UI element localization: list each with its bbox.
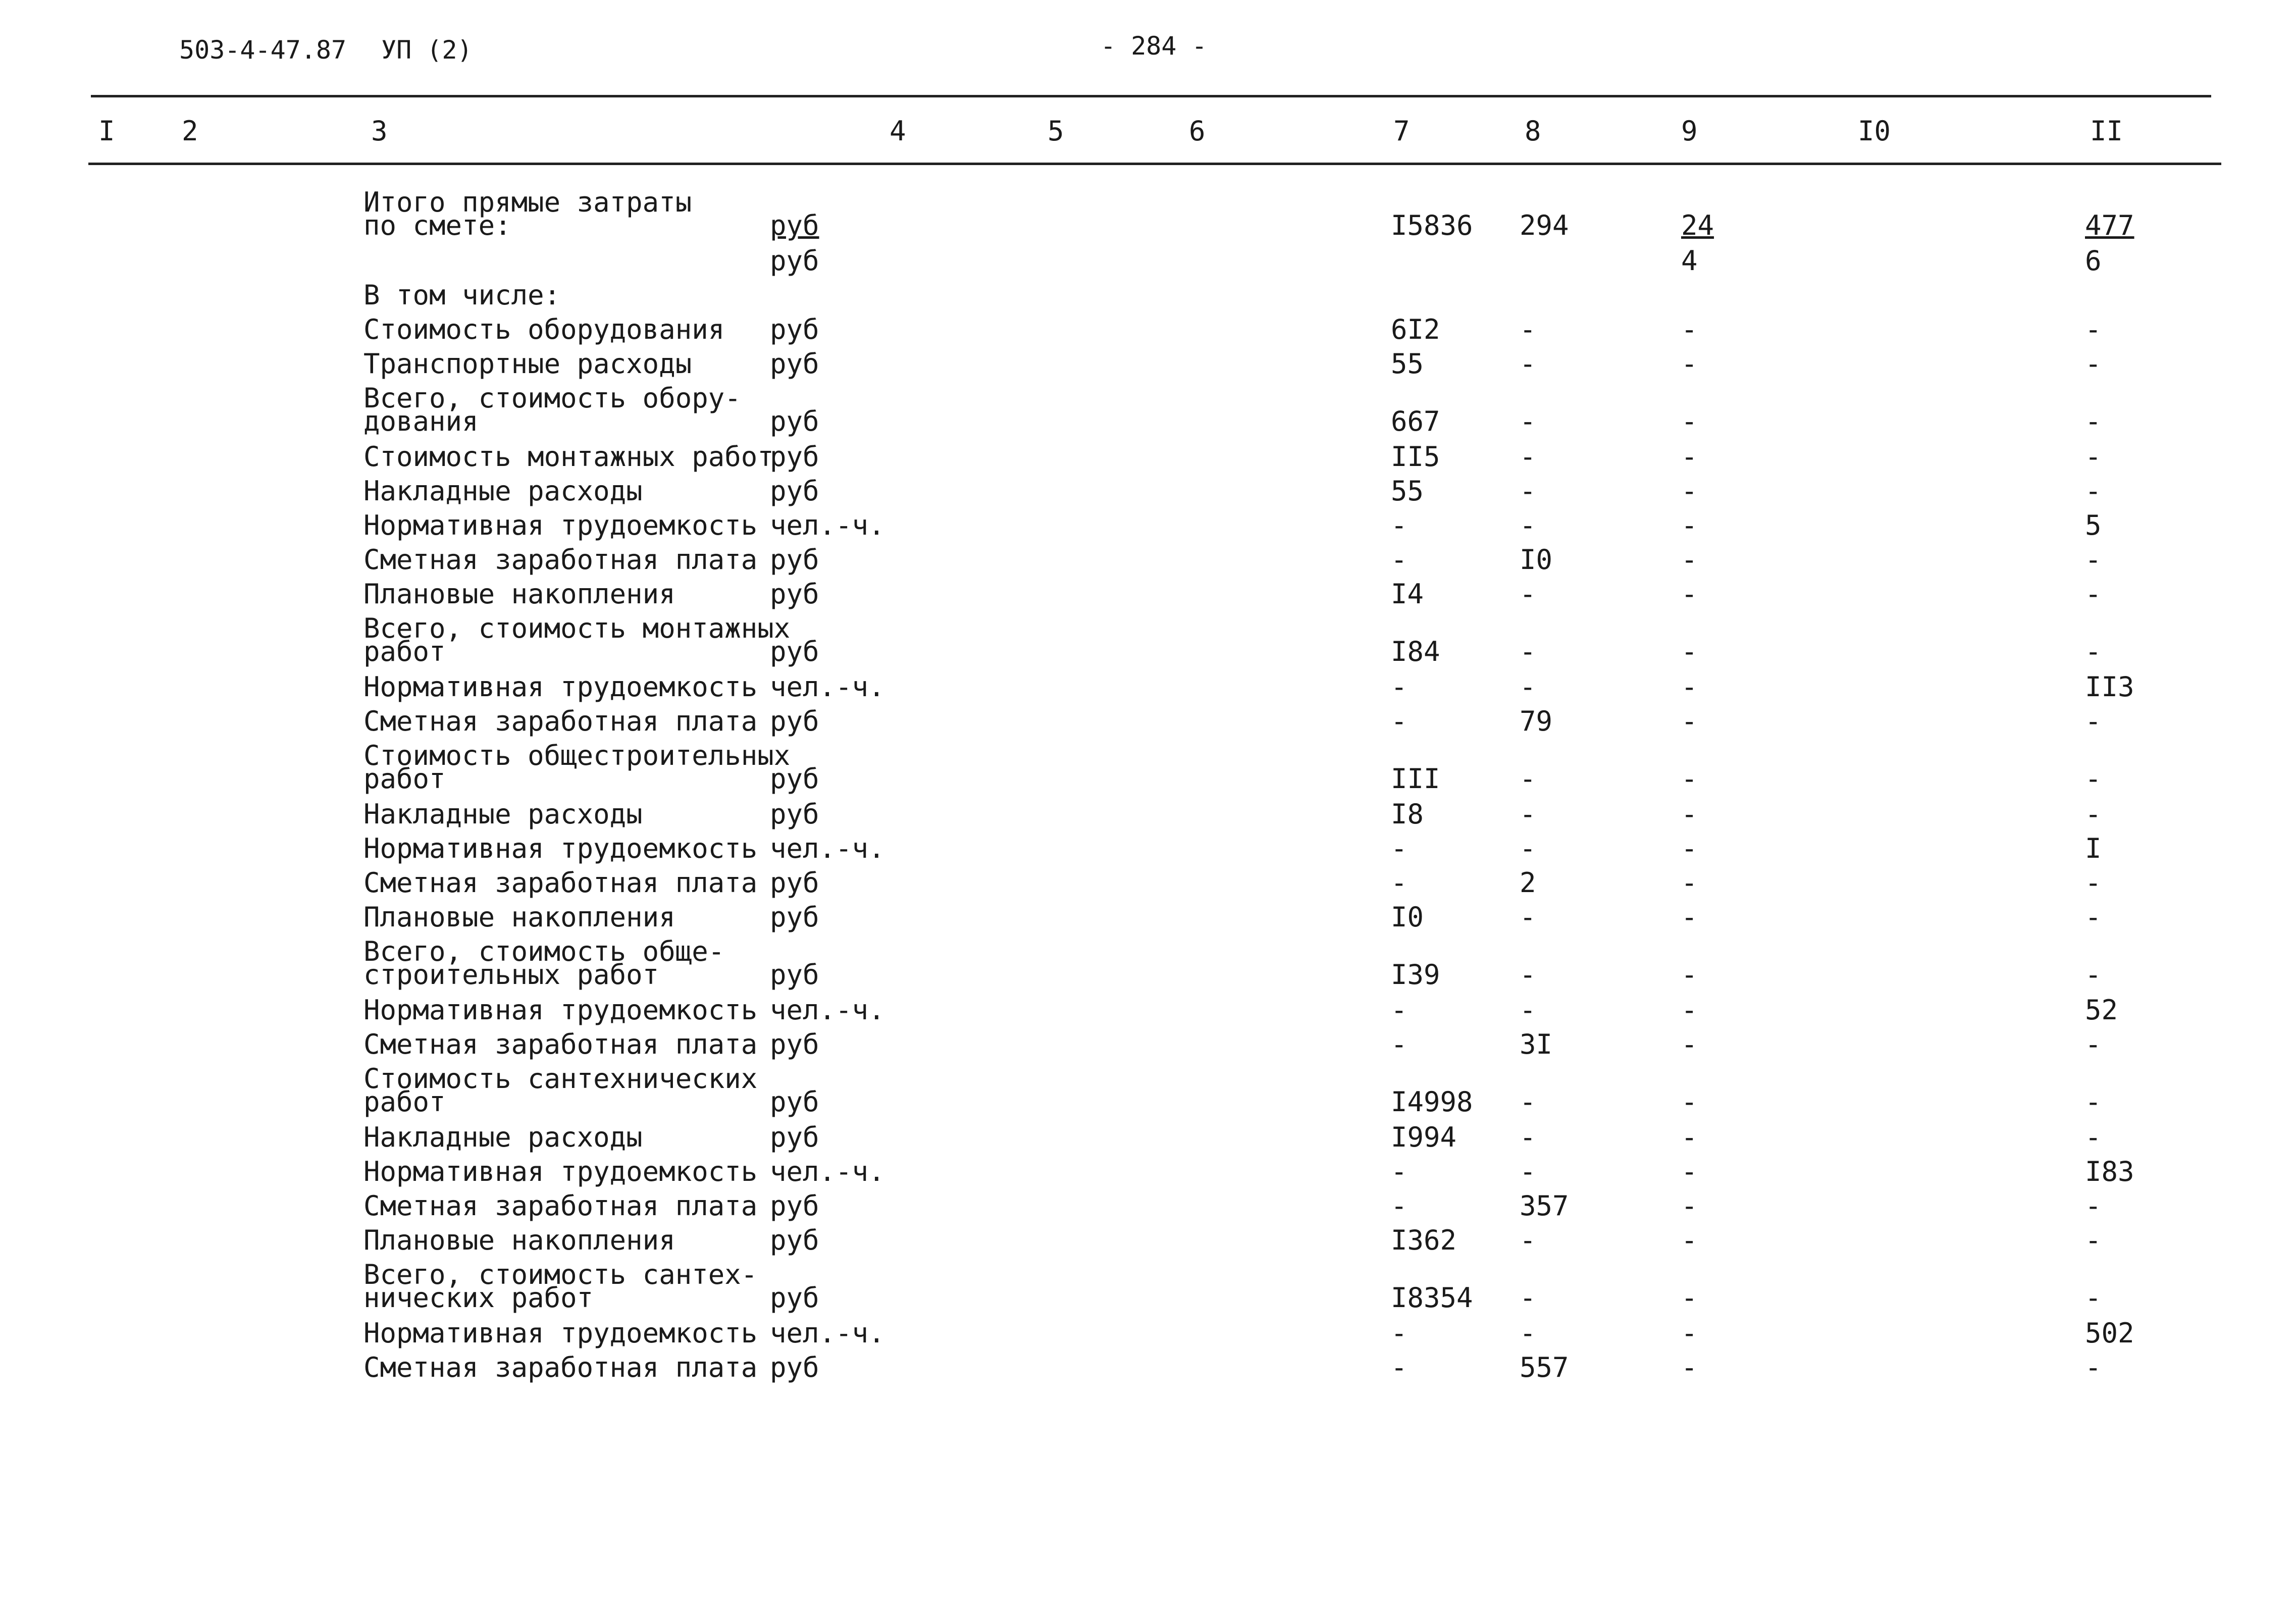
unit-cell: чел.-ч.	[770, 1156, 885, 1187]
value-col-9: -	[1681, 1121, 1698, 1153]
value-col-8: -	[1520, 475, 1536, 507]
value-col-8: 3I	[1520, 1028, 1553, 1060]
unit-cell: руб	[770, 475, 819, 507]
value-col-11: -	[2085, 1282, 2102, 1314]
value-col-8: 2	[1520, 867, 1536, 899]
value-col-9: -	[1681, 798, 1698, 830]
value-col-7: -	[1391, 1352, 1407, 1383]
value-col-9: -	[1681, 705, 1698, 737]
page-number: - 284 -	[1101, 31, 1207, 61]
table-row	[0, 245, 2296, 277]
value-col-9: -	[1681, 544, 1698, 576]
unit-cell: руб	[770, 636, 819, 667]
value-col-11: -	[2085, 314, 2102, 345]
row-label: Нормативная трудоемкость	[363, 1156, 758, 1187]
unit-cell: чел.-ч.	[770, 994, 885, 1026]
value-col-8: -	[1520, 763, 1536, 795]
value-col-8: -	[1520, 509, 1536, 541]
unit-cell: руб	[770, 441, 819, 473]
value-col-7: I39	[1391, 959, 1440, 991]
header-bottom-rule	[88, 163, 2221, 165]
value-col-8: -	[1520, 1156, 1536, 1187]
value-col-11: -	[2085, 441, 2102, 473]
value-col-7: -	[1391, 544, 1407, 576]
value-col-11: -	[2085, 1190, 2102, 1222]
value-col-11: 502	[2085, 1317, 2134, 1349]
table-row	[0, 705, 2296, 737]
value-col-11: 477	[2085, 210, 2134, 241]
value-col-9: -	[1681, 1317, 1698, 1349]
value-col-11: I	[2085, 833, 2102, 864]
value-col-11: -	[2085, 544, 2102, 576]
value-col-7: I8	[1391, 798, 1424, 830]
row-label: Сметная заработная плата	[363, 867, 758, 899]
value-col-8: -	[1520, 901, 1536, 933]
unit-cell: чел.-ч.	[770, 671, 885, 703]
table-row	[0, 1156, 2296, 1187]
unit-cell: руб	[770, 798, 819, 830]
unit-cell: руб	[770, 1282, 819, 1314]
table-row	[0, 1028, 2296, 1060]
table-row	[0, 382, 2296, 437]
row-label: Всего, стоимость обору- дования	[363, 382, 741, 437]
table-row	[0, 544, 2296, 576]
value-col-11: -	[2085, 867, 2102, 899]
value-col-9: -	[1681, 1352, 1698, 1383]
value-col-9: -	[1681, 1156, 1698, 1187]
value-col-8: -	[1520, 636, 1536, 667]
unit-cell: руб	[770, 1028, 819, 1060]
value-col-8: I0	[1520, 544, 1553, 576]
row-label: Итого прямые затраты по смете:	[363, 186, 692, 241]
unit-cell: руб	[770, 544, 819, 576]
value-col-9: -	[1681, 763, 1698, 795]
row-label: Сметная заработная плата	[363, 705, 758, 737]
column-number: 3	[371, 115, 388, 147]
value-col-7: -	[1391, 671, 1407, 703]
value-col-7: 667	[1391, 405, 1440, 437]
table-row	[0, 348, 2296, 380]
value-col-7: 6I2	[1391, 314, 1440, 345]
value-col-9: -	[1681, 1028, 1698, 1060]
value-col-7: 55	[1391, 475, 1424, 507]
unit-cell: руб	[770, 901, 819, 933]
value-col-7: -	[1391, 1317, 1407, 1349]
table-row	[0, 279, 2296, 311]
table-row	[0, 936, 2296, 991]
value-col-8: -	[1520, 994, 1536, 1026]
table-row	[0, 1190, 2296, 1222]
value-col-7: -	[1391, 1156, 1407, 1187]
row-label: Нормативная трудоемкость	[363, 671, 758, 703]
value-col-7: -	[1391, 1190, 1407, 1222]
value-col-7: -	[1391, 705, 1407, 737]
table-row	[0, 441, 2296, 473]
value-col-9: -	[1681, 1086, 1698, 1118]
value-col-9: -	[1681, 867, 1698, 899]
value-col-11: -	[2085, 636, 2102, 667]
value-col-7: II5	[1391, 441, 1440, 473]
column-number: II	[2090, 115, 2123, 147]
table-row	[0, 1121, 2296, 1153]
value-col-7: I0	[1391, 901, 1424, 933]
value-col-11: -	[2085, 578, 2102, 610]
row-label: Плановые накопления	[363, 901, 675, 933]
value-col-7: I4	[1391, 578, 1424, 610]
value-col-11: -	[2085, 705, 2102, 737]
value-col-7: I4998	[1391, 1086, 1473, 1118]
unit-cell: руб	[770, 245, 819, 277]
column-number: 6	[1189, 115, 1206, 147]
value-col-11: I83	[2085, 1156, 2134, 1187]
section-label: УП (2)	[381, 35, 473, 65]
value-col-7: I84	[1391, 636, 1440, 667]
value-col-11: -	[2085, 475, 2102, 507]
top-rule	[91, 95, 2211, 97]
row-label: Сметная заработная плата	[363, 544, 758, 576]
value-col-8: -	[1520, 1282, 1536, 1314]
table-row	[0, 1224, 2296, 1256]
unit-cell: руб	[770, 1190, 819, 1222]
table-row	[0, 612, 2296, 667]
row-label: Стоимость оборудования	[363, 314, 725, 345]
value-col-8: -	[1520, 959, 1536, 991]
unit-cell: руб	[770, 1352, 819, 1383]
value-col-11: II3	[2085, 671, 2134, 703]
table-row	[0, 578, 2296, 610]
value-col-8: -	[1520, 348, 1536, 380]
row-label: Стоимость сантехнических работ	[363, 1063, 758, 1118]
table-row	[0, 1317, 2296, 1349]
value-col-7: I362	[1391, 1224, 1457, 1256]
value-col-8: -	[1520, 314, 1536, 345]
value-col-8: -	[1520, 405, 1536, 437]
table-row	[0, 186, 2296, 241]
column-number: 7	[1393, 115, 1410, 147]
unit-cell: руб	[770, 959, 819, 991]
value-col-9: -	[1681, 833, 1698, 864]
value-col-9: -	[1681, 671, 1698, 703]
value-col-11: -	[2085, 1224, 2102, 1256]
column-number: 5	[1048, 115, 1064, 147]
unit-cell: чел.-ч.	[770, 1317, 885, 1349]
row-label: Сметная заработная плата	[363, 1190, 758, 1222]
table-row	[0, 1259, 2296, 1314]
value-col-11: -	[2085, 959, 2102, 991]
value-col-9: 24	[1681, 210, 1714, 241]
column-number: 2	[182, 115, 198, 147]
value-col-8: -	[1520, 798, 1536, 830]
value-col-9: -	[1681, 578, 1698, 610]
row-label: Стоимость монтажных работ	[363, 441, 774, 473]
table-row	[0, 671, 2296, 703]
value-col-9: -	[1681, 901, 1698, 933]
table-row	[0, 314, 2296, 345]
value-col-9: -	[1681, 348, 1698, 380]
row-label: Нормативная трудоемкость	[363, 994, 758, 1026]
value-col-9: -	[1681, 475, 1698, 507]
unit-cell: руб	[770, 405, 819, 437]
table-row	[0, 740, 2296, 795]
value-col-8: -	[1520, 1121, 1536, 1153]
row-label: Сметная заработная плата	[363, 1352, 758, 1383]
column-number: 9	[1681, 115, 1698, 147]
document-code: 503-4-47.87	[179, 35, 347, 65]
table-row	[0, 833, 2296, 864]
unit-cell: чел.-ч.	[770, 833, 885, 864]
value-col-9: -	[1681, 1282, 1698, 1314]
unit-cell: чел.-ч.	[770, 509, 885, 541]
value-col-8: -	[1520, 1317, 1536, 1349]
value-col-8: 79	[1520, 705, 1553, 737]
unit-cell: руб	[770, 867, 819, 899]
row-label: Плановые накопления	[363, 578, 675, 610]
unit-cell: руб	[770, 1086, 819, 1118]
value-col-9: 4	[1681, 245, 1698, 277]
row-label: Накладные расходы	[363, 798, 643, 830]
value-col-9: -	[1681, 509, 1698, 541]
value-col-7: -	[1391, 994, 1407, 1026]
column-number: 4	[890, 115, 906, 147]
unit-cell: руб	[770, 1224, 819, 1256]
value-col-9: -	[1681, 1190, 1698, 1222]
row-label: Нормативная трудоемкость	[363, 509, 758, 541]
value-col-7: I5836	[1391, 210, 1473, 241]
table-row	[0, 475, 2296, 507]
unit-cell: руб	[770, 578, 819, 610]
value-col-9: -	[1681, 959, 1698, 991]
value-col-9: -	[1681, 994, 1698, 1026]
value-col-8: -	[1520, 1224, 1536, 1256]
value-col-9: -	[1681, 636, 1698, 667]
table-row	[0, 1063, 2296, 1118]
table-row	[0, 798, 2296, 830]
unit-cell: руб	[770, 763, 819, 795]
value-col-8: -	[1520, 833, 1536, 864]
value-col-11: -	[2085, 1121, 2102, 1153]
unit-cell: руб	[770, 348, 819, 380]
unit-cell: руб	[770, 1121, 819, 1153]
row-label: Всего, стоимость сантех- нических работ	[363, 1259, 758, 1314]
value-col-7: -	[1391, 509, 1407, 541]
column-number: 8	[1525, 115, 1541, 147]
value-col-7: -	[1391, 1028, 1407, 1060]
value-col-7: -	[1391, 867, 1407, 899]
row-label: Транспортные расходы	[363, 348, 692, 380]
row-label: Сметная заработная плата	[363, 1028, 758, 1060]
row-label: Плановые накопления	[363, 1224, 675, 1256]
value-col-11: -	[2085, 348, 2102, 380]
value-col-8: -	[1520, 671, 1536, 703]
value-col-7: -	[1391, 833, 1407, 864]
value-col-9: -	[1681, 405, 1698, 437]
row-label: Нормативная трудоемкость	[363, 833, 758, 864]
row-label: Всего, стоимость обще- строительных работ	[363, 936, 725, 991]
row-label: Всего, стоимость монтажных работ	[363, 612, 791, 667]
row-label: В том числе:	[363, 279, 561, 311]
value-col-7: I994	[1391, 1121, 1457, 1153]
value-col-8: -	[1520, 1086, 1536, 1118]
value-col-11: -	[2085, 901, 2102, 933]
value-col-11: 52	[2085, 994, 2118, 1026]
value-col-11: -	[2085, 1028, 2102, 1060]
value-col-8: -	[1520, 441, 1536, 473]
value-col-8: 557	[1520, 1352, 1569, 1383]
unit-cell: руб	[770, 705, 819, 737]
unit-cell: руб	[770, 210, 819, 241]
value-col-7: III	[1391, 763, 1440, 795]
row-label: Нормативная трудоемкость	[363, 1317, 758, 1349]
value-col-9: -	[1681, 441, 1698, 473]
value-col-11: 6	[2085, 245, 2102, 277]
value-col-11: -	[2085, 1086, 2102, 1118]
value-col-11: -	[2085, 405, 2102, 437]
value-col-7: 55	[1391, 348, 1424, 380]
value-col-11: -	[2085, 1352, 2102, 1383]
unit-cell: руб	[770, 314, 819, 345]
table-row	[0, 1352, 2296, 1383]
value-col-11: -	[2085, 798, 2102, 830]
column-number: I0	[1858, 115, 1891, 147]
value-col-8: 357	[1520, 1190, 1569, 1222]
row-label: Стоимость общестроительных работ	[363, 740, 791, 795]
table-row	[0, 867, 2296, 899]
value-col-11: 5	[2085, 509, 2102, 541]
value-col-11: -	[2085, 763, 2102, 795]
column-number: I	[98, 115, 115, 147]
value-col-9: -	[1681, 314, 1698, 345]
table-row	[0, 509, 2296, 541]
value-col-9: -	[1681, 1224, 1698, 1256]
value-col-8: -	[1520, 578, 1536, 610]
row-label: Накладные расходы	[363, 1121, 643, 1153]
value-col-8: 294	[1520, 210, 1569, 241]
table-row	[0, 901, 2296, 933]
table-row	[0, 994, 2296, 1026]
value-col-7: I8354	[1391, 1282, 1473, 1314]
row-label: Накладные расходы	[363, 475, 643, 507]
